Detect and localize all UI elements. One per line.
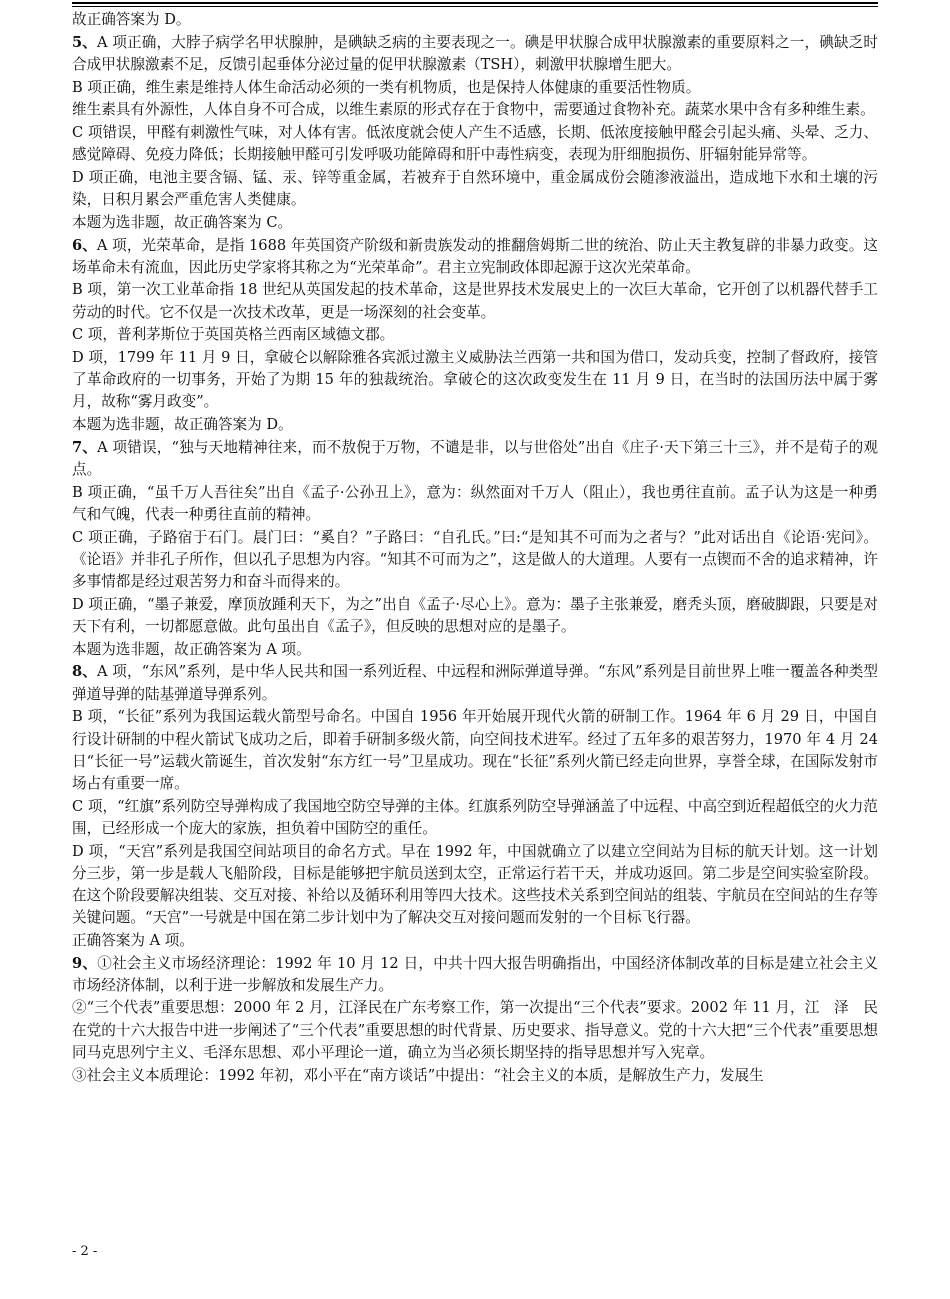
paragraph: 9、①社会主义市场经济理论：1992 年 10 月 12 日，中共十四大报告明确指出，中国经济体制改革的目标是建立社会主义市场经济体制，以利于进一步解放和发展生产力。	[72, 954, 878, 994]
paragraph: ③社会主义本质理论：1992 年初，邓小平在“南方谈话”中提出：“社会主义的本质，是解放生产力，发展生	[72, 1066, 764, 1084]
paragraph: D 项正确，电池主要含镉、锰、汞、锌等重金属，若被弃于自然环境中，重金属成份会随渗液溢出，造成地下水和土壤的污染，日积月累会严重危害人类健康。	[72, 168, 878, 209]
paragraph: 本题为选非题，故正确答案为 C。	[72, 213, 293, 231]
paragraph: 正确答案为 A 项。	[72, 931, 194, 949]
question-number: 7、	[72, 438, 98, 456]
header-rule-thick	[72, 2, 878, 4]
paragraph: C 项错误，甲醛有刺激性气味，对人体有害。低浓度就会使人产生不适感，长期、低浓度接触甲醛会引起头痛、头晕、乏力、感觉障碍、免疫力降低；长期接触甲醛可引发呼吸功能障碍和肝中毒性病变，表现为肝细胞损伤、肝辐射能异常等。	[72, 124, 878, 164]
paragraph: C 项，“红旗”系列防空导弹构成了我国地空防空导弹的主体。红旗系列防空导弹涵盖了中远程、中高空到近程超低空的火力范围，已经形成一个庞大的家族，担负着中国防空的重任。	[72, 797, 878, 837]
paragraph: ②“三个代表”重要思想：2000 年 2 月，江泽民在广东考察工作，第一次提出“三个代表”要求。2002 年 11 月，江 泽 民在党的十六大报告中进一步阐述了“三个代表”重要思想的时代背景、历史要求、指导意义。党的十六大把“三个代表”重要思想同马克思列宁主义、毛泽东思想、邓小平理论一道，确立为当必须长期坚持的指导思想并写入宪章。	[72, 999, 878, 1061]
paragraph: B 项正确，“虽千万人吾往矣”出自《孟子·公孙丑上》，意为：纵然面对千万人（阻止），我也勇往直前。孟子认为这是一种勇气和气魄，代表一种勇往直前的精神。	[72, 483, 878, 523]
paragraph: 6、A 项，光荣革命，是指 1688 年英国资产阶级和新贵族发动的推翻詹姆斯二世的统治、防止天主教复辟的非暴力政变。这场革命未有流血，因此历史学家将其称之为“光荣革命”。君主立宪制政体即起源于这次光荣革命。	[72, 236, 878, 276]
paragraph: 故正确答案为 D。	[72, 11, 191, 28]
paragraph: 8、A 项，“东风”系列，是中华人民共和国一系列近程、中远程和洲际弹道导弹。“东风”系列是目前世界上唯一覆盖各种类型弹道导弹的陆基弹道导弹系列。	[72, 663, 878, 703]
paragraph: 维生素具有外源性，人体自身不可合成，以维生素原的形式存在于食物中，需要通过食物补充。蔬菜水果中含有多种维生素。	[72, 101, 875, 119]
question-number: 9、	[72, 954, 98, 972]
paragraph: 本题为选非题，故正确答案为 A 项。	[72, 640, 311, 658]
question-number: 6、	[72, 236, 97, 254]
paragraph: B 项，“长征”系列为我国运载火箭型号命名。中国自 1956 年开始展开现代火箭的研制工作。1964 年 6 月 29 日，中国自行设计研制的中程火箭试飞成功之后，即着手研制多级火箭，向空间技术进军。经过了五年多的艰苦努力，1970 年 4 月 24 日“长征一号”运载火箭诞生，首次发射“东方红一号”卫星成功。现在“长征”系列火箭已经走向世界，享誉全球，在国际发射市场占有重要一席。	[72, 708, 878, 792]
paragraph: 7、A 项错误，“独与天地精神往来，而不敖倪于万物，不谴是非，以与世俗处”出自《庄子·天下第三十三》，并不是荀子的观点。	[72, 438, 878, 479]
question-number: 5、	[72, 33, 98, 51]
header-rule-thin	[72, 6, 878, 7]
question-number: 8、	[72, 663, 97, 681]
paragraph: D 项正确，“墨子兼爱，摩顶放踵利天下，为之”出自《孟子·尽心上》。意为：墨子主张兼爱，磨秃头顶，磨破脚跟，只要是对天下有利，一切都愿意做。此句虽出自《孟子》，但反映的思想对应的是墨子。	[72, 595, 878, 635]
paragraph: 5、A 项正确，大脖子病学名甲状腺肿，是碘缺乏病的主要表现之一。碘是甲状腺合成甲状腺激素的重要原料之一，碘缺乏时合成甲状腺激素不足，反馈引起垂体分泌过量的促甲状腺激素（TSH），刺激甲状腺增生肥大。	[72, 33, 878, 73]
paragraph: B 项正确，维生素是维持人体生命活动必须的一类有机物质，也是保持人体健康的重要活性物质。	[72, 78, 701, 96]
paragraph: D 项，“天宫”系列是我国空间站项目的命名方式。早在 1992 年，中国就确立了以建立空间站为目标的航天计划。这一计划分三步，第一步是载人飞船阶段，目标是能够把宇航员送到太空，正常运行若干天，并成功返回。第二步是空间实验室阶段。在这个阶段要解决组装、交互对接、补给以及循环利用等四大技术。这些技术关系到空间站的组装、宇航员在空间站的生存等关键问题。“天宫”一号就是中国在第二步计划中为了解决交互对接问题而发射的一个目标飞行器。	[72, 842, 878, 927]
answer-explanations	[72, 9, 878, 1087]
paragraph: C 项正确，子路宿于石门。晨门曰：“奚自？”子路曰：“自孔氏。”曰:“是知其不可而为之者与？”此对话出自《论语·宪问》。《论语》并非孔子所作，但以孔子思想为内容。“知其不可而为之”，这是做人的大道理。人要有一点锲而不舍的追求精神，许多事情都是经过艰苦努力和奋斗而得来的。	[72, 528, 878, 591]
paragraph: 本题为选非题，故正确答案为 D。	[72, 416, 293, 434]
paragraph: C 项，普利茅斯位于英国英格兰西南区域德文郡。	[72, 326, 395, 344]
page-number: - 2 -	[72, 1244, 98, 1259]
paragraph: B 项，第一次工业革命指 18 世纪从英国发起的技术革命，这是世界技术发展史上的一次巨大革命，它开创了以机器代替手工劳动的时代。它不仅是一次技术改革，更是一场深刻的社会变革。	[72, 281, 878, 321]
paragraph: D 项，1799 年 11 月 9 日，拿破仑以解除雅各宾派过激主义威胁法兰西第一共和国为借口，发动兵变，控制了督政府，接管了革命政府的一切事务，开始了为期 15 年的独裁统治。拿破仑的这次政变发生在 11 月 9 日，在当时的法国历法中属于雾月，故称“雾月政变”。	[72, 349, 878, 411]
